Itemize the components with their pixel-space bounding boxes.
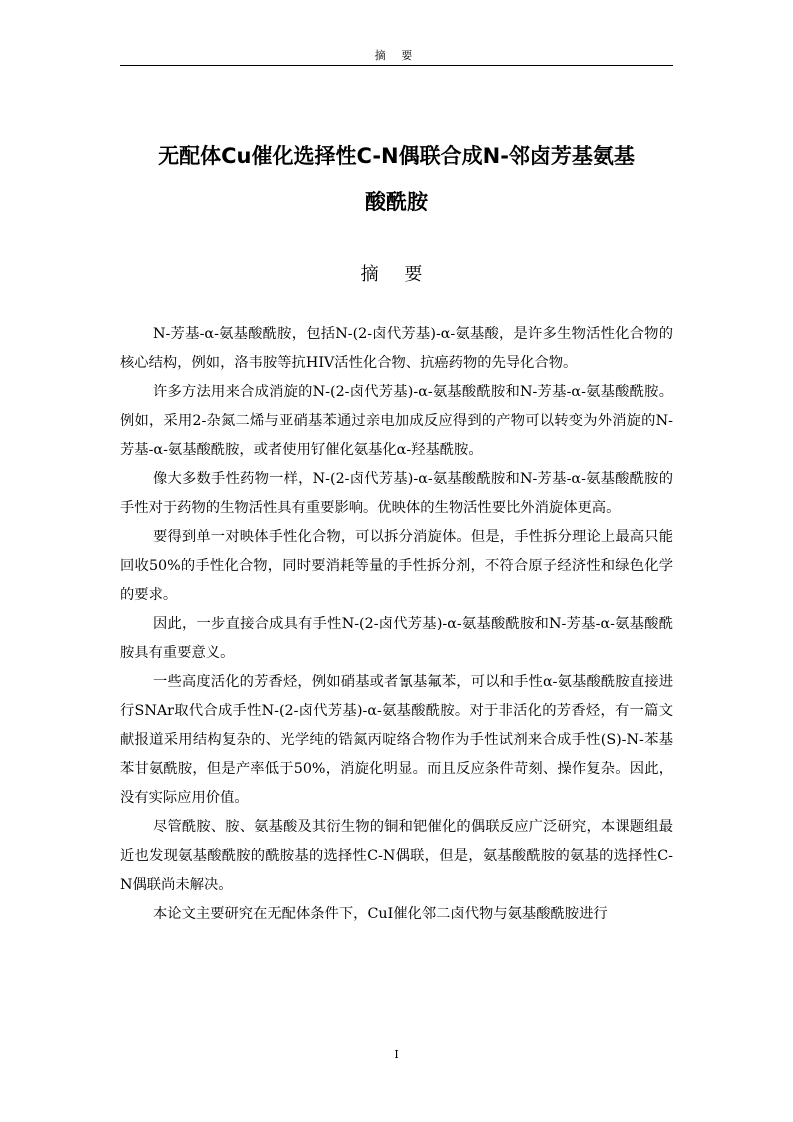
paragraph: N-芳基-α-氨基酸酰胺，包括N-(2-卤代芳基)-α-氨基酸，是许多生物活性化合物的核心结构，例如，洛韦胺等抗HIV活性化合物、抗癌药物的先导化合物。 [120,326,673,371]
title-line-1: 无配体Cu催化选择性C-N偶联合成N-邻卤芳基氨基 [158,144,635,168]
abstract-body [120,320,673,929]
header-rule [120,65,673,66]
title-line-2: 酸酰胺 [365,190,428,214]
paragraph: 一些高度活化的芳香烃，例如硝基或者氰基氟苯，可以和手性α-氨基酸酰胺直接进行SNAr取代合成手性N-(2-卤代芳基)-α-氨基酸酰胺。对于非活化的芳香烃，有一篇文献报道采用结构复杂的、光学纯的锆氮丙啶络合物作为手性试剂来合成手性(S)-N-苯基苯甘氨酰胺，但是产率低于50%，消旋化明显。而且反应条件苛刻、操作复杂。因此，没有实际应用价值。 [120,674,673,806]
page-number: I [394,1048,399,1061]
paragraph: 尽管酰胺、胺、氨基酸及其衍生物的铜和钯催化的偶联反应广泛研究，本课题组最近也发现氨基酸酰胺的酰胺基的选择性C-N偶联，但是，氨基酸酰胺的氨基的选择性C-N偶联尚未解决。 [120,819,673,893]
abstract-heading: 摘 要 [360,264,433,285]
running-head: 摘 要 [374,49,419,62]
paragraph: 像大多数手性药物一样，N-(2-卤代芳基)-α-氨基酸酰胺和N-芳基-α-氨基酸酰胺的手性对于药物的生物活性具有重要影响。优映体的生物活性要比外消旋体更高。 [120,471,673,516]
paragraph: 许多方法用来合成消旋的N-(2-卤代芳基)-α-氨基酸酰胺和N-芳基-α-氨基酸酰胺。例如，采用2-杂氮二烯与亚硝基苯通过亲电加成反应得到的产物可以转变为外消旋的N-芳基-α-氨基酸酰胺，或者使用钌催化氨基化α-羟基酰胺。 [120,384,673,458]
paragraph: 要得到单一对映体手性化合物，可以拆分消旋体。但是，手性拆分理论上最高只能回收50%的手性化合物，同时要消耗等量的手性拆分剂，不符合原子经济性和绿色化学的要求。 [120,529,673,603]
paragraph: 因此，一步直接合成具有手性N-(2-卤代芳基)-α-氨基酸酰胺和N-芳基-α-氨基酸酰胺具有重要意义。 [120,616,673,661]
paragraph: 本论文主要研究在无配体条件下，CuI催化邻二卤代物与氨基酸酰胺进行 [153,906,608,922]
